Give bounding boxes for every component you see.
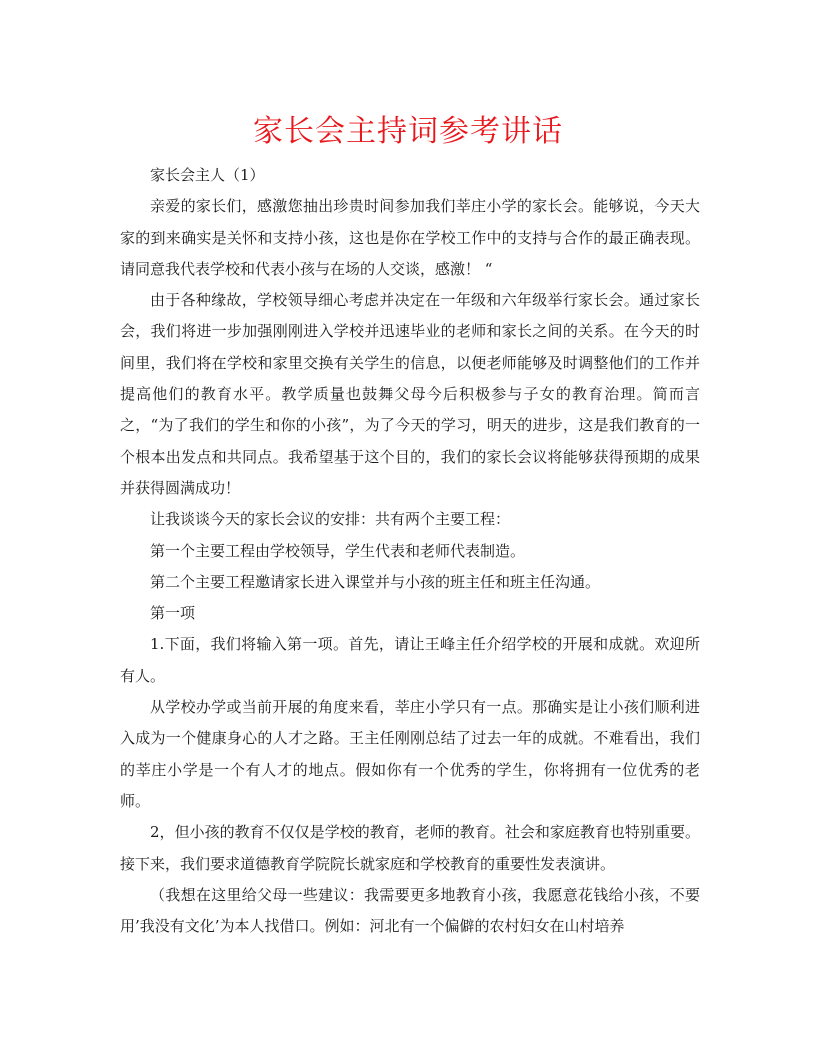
paragraph-purpose: 由于各种缘故，学校领导细心考虑并决定在一年级和六年级举行家长会。通过家长会，我们将进一步加强刚刚进入学校并迅速毕业的老师和家长之间的关系。在今天的时间里，我们将在学校和家里交换有关学生的信息，以便老师能够及时调整他们的工作并提高他们的教育水平。教学质量也鼓舞父母今后积极参与子女的教育治理。简而言之，“为了我们的学生和你的小孩”，为了今天的学习，明天的进步，这是我们教育的一个根本出发点和共同点。我希望基于这个目的，我们的家长会议将能够获得预期的成果并获得圆满成功！: [120, 291, 700, 497]
paragraph-agenda-item-2: 第二个主要工程邀请家长进入课堂并与小孩的班主任和班主任沟通。: [150, 572, 601, 591]
paragraph-host-role: 家长会主人（1）: [150, 166, 265, 184]
paragraph-section-heading: 第一项: [150, 604, 196, 623]
document-body: [120, 160, 700, 942]
paragraph-school-development: 从学校办学或当前开展的角度来看，莘庄小学只有一点。那确实是让小孩们顺利进入成为一个健康身心的人才之路。王主任刚刚总结了过去一年的成就。不难看出，我们的莘庄小学是一个有人才的地点。假如你有一个优秀的学生，你将拥有一位优秀的老师。: [120, 698, 700, 810]
document-title: 家长会主持词参考讲话: [253, 114, 563, 149]
paragraph-agenda-intro: 让我谈谈今天的家长会议的安排：共有两个主要工程：: [150, 510, 511, 529]
paragraph-item-2: 2，但小孩的教育不仅仅是学校的教育，老师的教育。社会和家庭教育也特别重要。接下来，我们要求道德教育学院院长就家庭和学校教育的重要性发表演讲。: [120, 823, 700, 873]
paragraph-item-1: 1.下面，我们将输入第一项。首先，请让王峰主任介绍学校的开展和成就。欢迎所有人。: [120, 635, 700, 685]
paragraph-greeting: 亲爱的家长们，感激您抽出珍贵时间参加我们莘庄小学的家长会。能够说，今天大家的到来确实是关怀和支持小孩，这也是你在学校工作中的支持与合作的最正确表现。请同意我代表学校和代表小孩与在场的人交谈，感激！ “: [120, 197, 700, 278]
paragraph-advice: （我想在这里给父母一些建议：我需要更多地教育小孩，我愿意花钱给小孩，不要用’我没有文化’为本人找借口。例如：河北有一个偏僻的农村妇女在山村培养: [120, 885, 700, 936]
paragraph-agenda-item-1: 第一个主要工程由学校领导，学生代表和老师代表制造。: [150, 541, 526, 560]
